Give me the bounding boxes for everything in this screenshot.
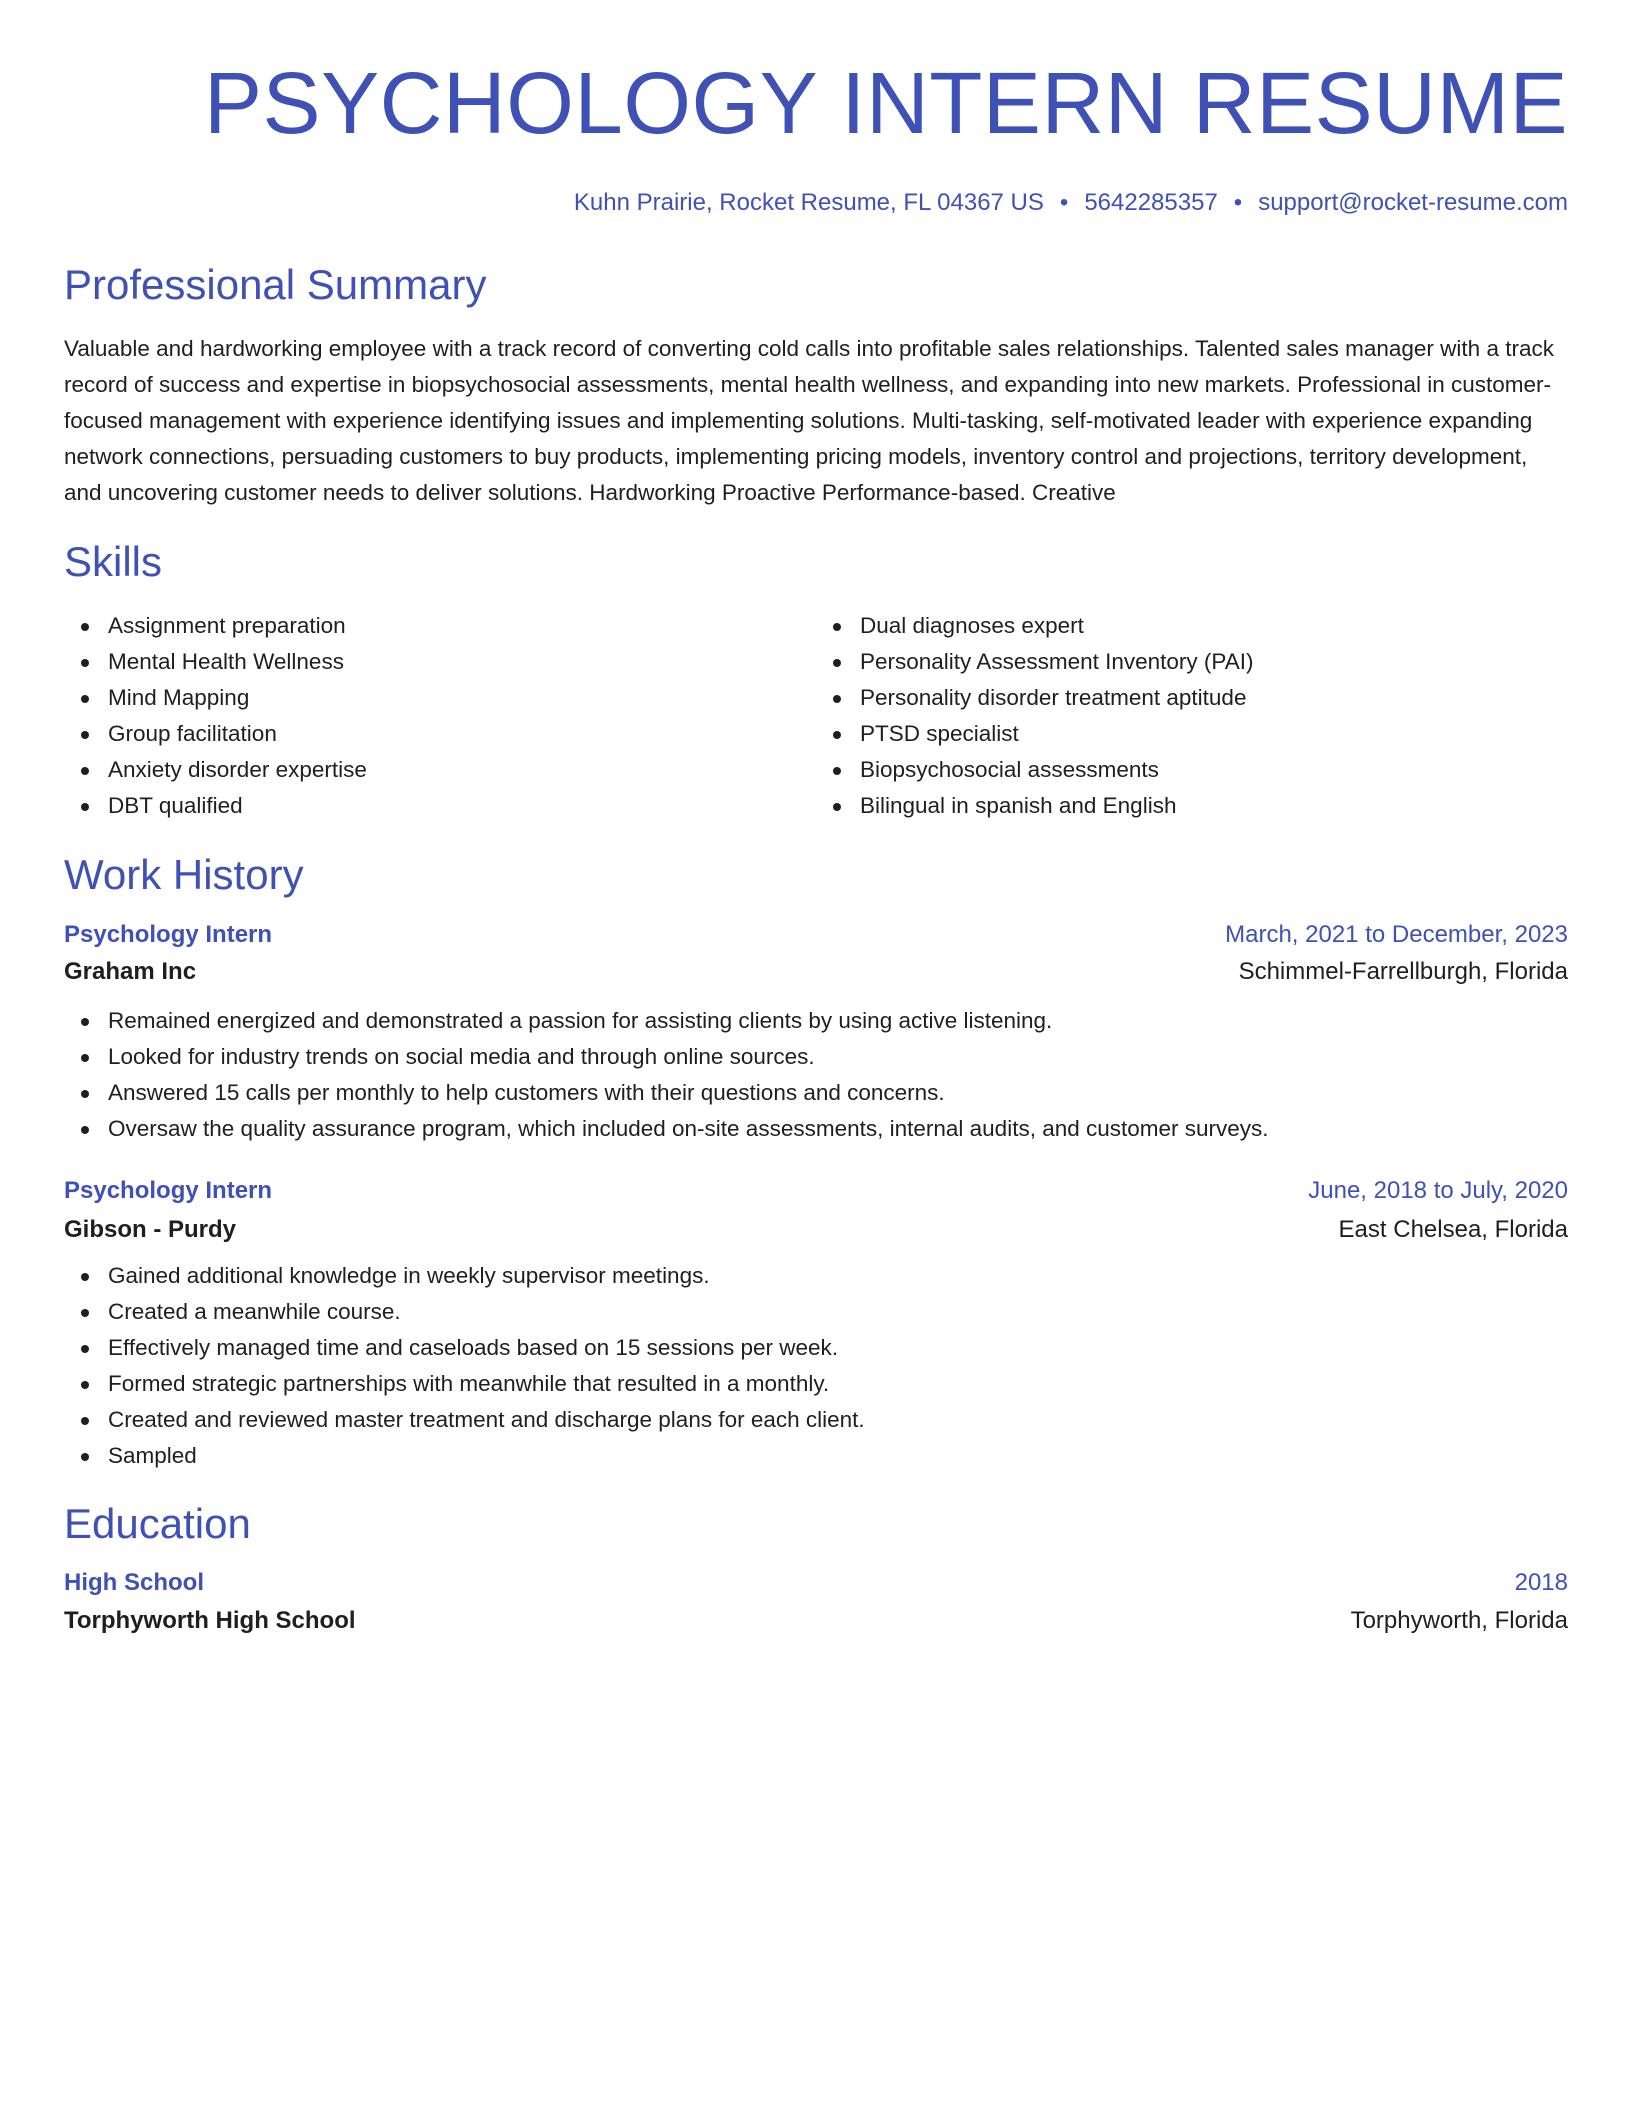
address-text: Kuhn Prairie, Rocket Resume, FL 04367 US — [573, 189, 1044, 216]
job-duty: Looked for industry trends on social media and through online sources. — [64, 1039, 1568, 1075]
job-duty: Formed strategic partnerships with meanwhile that resulted in a monthly. — [64, 1366, 1568, 1402]
job-duty: Remained energized and demonstrated a passion for assisting clients by using active listening. — [64, 1003, 1568, 1039]
job-company-row — [64, 1215, 1568, 1245]
section-title-summary: Professional Summary — [64, 261, 487, 308]
job-location: Schimmel-Farrellburgh, Florida — [1238, 958, 1568, 985]
education-degree: High School — [64, 1569, 204, 1596]
job-role: Psychology Intern — [64, 921, 273, 948]
skill-item: Dual diagnoses expert — [816, 608, 1568, 644]
skill-item: Personality disorder treatment aptitude — [816, 680, 1568, 716]
skill-item: Biopsychosocial assessments — [816, 752, 1568, 788]
phone-text: 5642285357 — [1084, 189, 1218, 216]
job-duties-list — [64, 1003, 1568, 1147]
skill-item: PTSD specialist — [816, 716, 1568, 752]
job-duties-list — [64, 1258, 1568, 1474]
job-header-row — [64, 920, 1568, 950]
education-school: Torphyworth High School — [64, 1607, 356, 1634]
skills-column-left — [64, 608, 816, 824]
resume-title: PSYCHOLOGY INTERN RESUME — [204, 55, 1568, 152]
job-duty: Oversaw the quality assurance program, which included on-site assessments, internal audits, and customer surveys. — [64, 1111, 1568, 1147]
email-link[interactable]: support@rocket-resume.com — [1258, 189, 1568, 216]
skills-column-right — [816, 608, 1568, 824]
job-entry — [64, 1176, 1568, 1474]
section-title-education: Education — [64, 1500, 251, 1547]
skill-item: Anxiety disorder expertise — [64, 752, 816, 788]
education-entry — [64, 1568, 1568, 1636]
section-title-work-history: Work History — [64, 851, 304, 898]
job-company-row — [64, 957, 1568, 987]
education-location: Torphyworth, Florida — [1350, 1607, 1568, 1634]
job-entry — [64, 920, 1568, 1147]
job-company: Gibson - Purdy — [64, 1216, 237, 1243]
education-school-row — [64, 1606, 1568, 1636]
skills-list — [64, 608, 1568, 824]
job-location: East Chelsea, Florida — [1338, 1216, 1568, 1243]
education-year: 2018 — [1514, 1569, 1568, 1596]
summary-text: Valuable and hardworking employee with a track record of converting cold calls into profitable sales relationships. Talented sales manager with a track record of success and expertise in biopsychosocial assessments, mental health wellness, and expanding into new markets. Professional in customer-focused management with experience identifying issues and implementing solutions. Multi-tasking, self-motivated leader with experience expanding network connections, persuading customers to buy products, implementing pricing models, inventory control and projections, territory development, and uncovering customer needs to deliver solutions. Hardworking Proactive Performance-based. Creative — [64, 336, 1554, 505]
skill-item: Personality Assessment Inventory (PAI) — [816, 644, 1568, 680]
skill-item: Assignment preparation — [64, 608, 816, 644]
separator-dot: • — [1233, 189, 1243, 216]
skill-item: Bilingual in spanish and English — [816, 788, 1568, 824]
job-dates: March, 2021 to December, 2023 — [1225, 921, 1568, 948]
skill-item: Group facilitation — [64, 716, 816, 752]
job-duty: Sampled — [64, 1438, 1568, 1474]
job-duty: Gained additional knowledge in weekly supervisor meetings. — [64, 1258, 1568, 1294]
job-header-row — [64, 1176, 1568, 1206]
job-role: Psychology Intern — [64, 1177, 273, 1204]
contact-line — [64, 188, 1568, 218]
section-title-skills: Skills — [64, 538, 163, 585]
job-duty: Created and reviewed master treatment and discharge plans for each client. — [64, 1402, 1568, 1438]
skill-item: DBT qualified — [64, 788, 816, 824]
job-company: Graham Inc — [64, 958, 197, 985]
separator-dot: • — [1059, 189, 1069, 216]
job-duty: Created a meanwhile course. — [64, 1294, 1568, 1330]
job-duty: Effectively managed time and caseloads based on 15 sessions per week. — [64, 1330, 1568, 1366]
skill-item: Mind Mapping — [64, 680, 816, 716]
education-header-row — [64, 1568, 1568, 1598]
job-duty: Answered 15 calls per monthly to help customers with their questions and concerns. — [64, 1075, 1568, 1111]
job-dates: June, 2018 to July, 2020 — [1308, 1177, 1568, 1204]
skill-item: Mental Health Wellness — [64, 644, 816, 680]
